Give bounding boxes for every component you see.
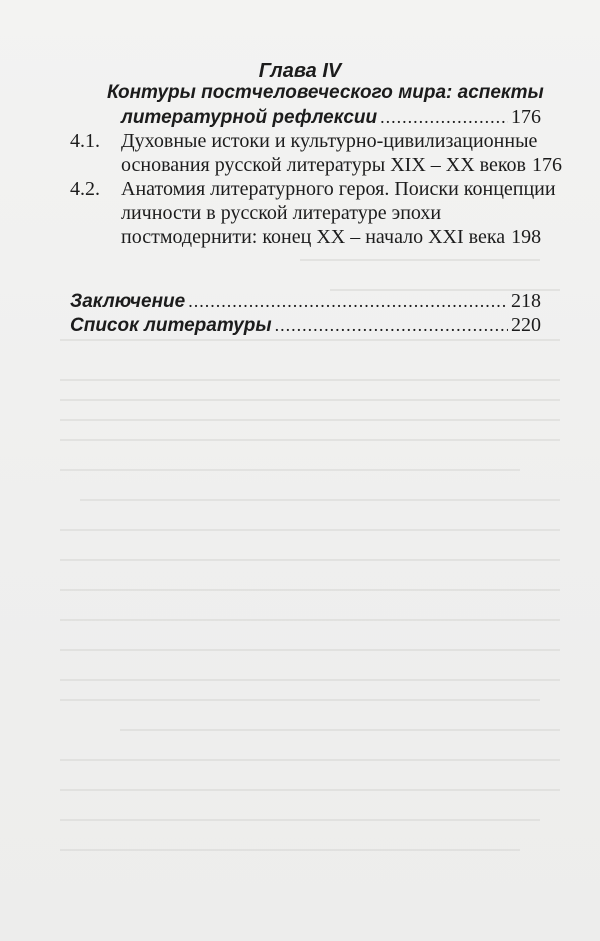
page-number: 176	[511, 106, 541, 128]
page-number: 176	[532, 154, 562, 176]
section-text: Духовные истоки и культурно-цивилизационные	[121, 130, 538, 152]
chapter-heading-line-1	[107, 80, 544, 106]
page-number: 218	[511, 290, 541, 312]
dot-leader	[380, 104, 508, 130]
section-text: личности в русской литературе эпохи	[121, 202, 442, 224]
section-number: 4.1.	[70, 130, 100, 152]
page-number: 220	[511, 314, 541, 336]
dot-leader	[275, 312, 508, 338]
chapter-title: Глава IV	[258, 60, 342, 82]
toc-entry-chapter[interactable]	[121, 104, 541, 130]
dot-leader	[188, 288, 508, 314]
chapter-heading-text-2: литературной рефлексии	[121, 107, 378, 128]
chapter-heading-text-1: Контуры постчеловеческого мира: аспекты	[107, 82, 544, 103]
section-text: Анатомия литературного героя. Поиски концепции	[121, 178, 556, 200]
toc-entry-conclusion[interactable]	[70, 288, 541, 314]
bibliography-label: Список литературы	[70, 315, 272, 336]
page-number: 198	[511, 226, 542, 248]
section-4-2-line-2	[121, 200, 441, 226]
section-number: 4.2.	[70, 178, 100, 200]
toc-entry-section-4-1[interactable]	[121, 152, 562, 178]
section-4-1-line-1	[121, 128, 537, 154]
conclusion-label: Заключение	[70, 291, 186, 312]
section-text: основания русской литературы XIX – XX веков	[121, 154, 526, 176]
toc-entry-bibliography[interactable]	[70, 312, 541, 338]
section-text: постмодернити: конец XX – начало XXI века	[121, 226, 506, 248]
toc-entry-section-4-2[interactable]	[121, 224, 541, 250]
section-4-2-line-1	[121, 176, 556, 202]
